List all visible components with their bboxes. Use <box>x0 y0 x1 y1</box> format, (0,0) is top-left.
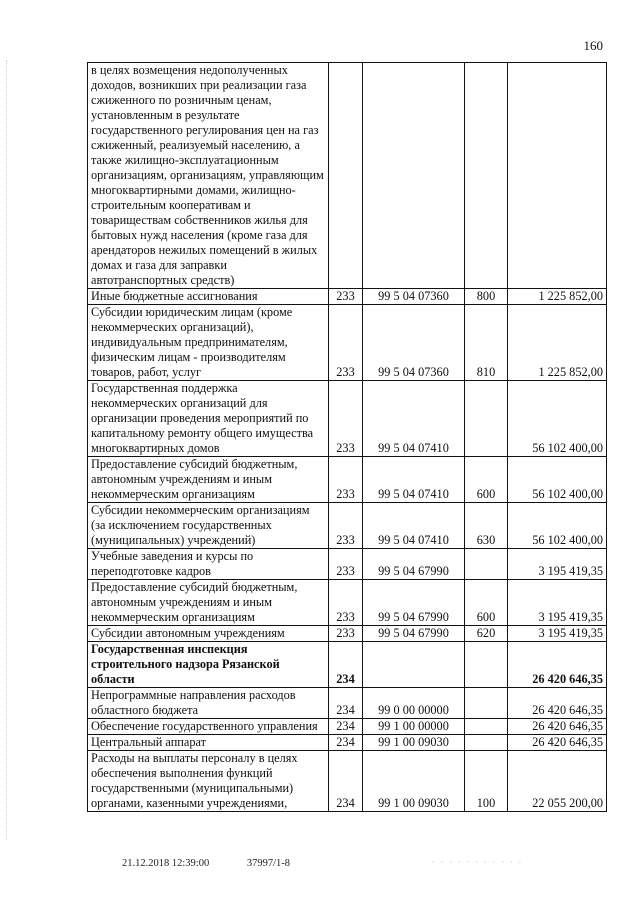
table-row <box>88 626 607 642</box>
row-csr-cell: 99 0 00 00000 <box>363 688 465 719</box>
row-vr-cell: 810 <box>465 305 508 381</box>
row-name-cell: Предоставление субсидий бюджетным, автономным учреждениям и иным некоммерческим организациям <box>88 457 329 503</box>
row-name-cell: Субсидии юридическим лицам (кроме некоммерческих организаций), индивидуальным предпринимателям, физическим лицам - производителям товаров, работ, услуг <box>88 305 329 381</box>
table-row <box>88 549 607 580</box>
row-sum-cell: 56 102 400,00 <box>508 457 607 503</box>
row-name-cell: Расходы на выплаты персоналу в целях обеспечения выполнения функций государственными (муниципальными) органами, казенными учреждениями, <box>88 751 329 812</box>
row-grbs-cell: 233 <box>329 580 363 626</box>
row-csr-cell: 99 1 00 09030 <box>363 751 465 812</box>
row-vr-cell <box>465 719 508 735</box>
table-row <box>88 580 607 626</box>
document-footer <box>122 858 290 869</box>
scan-margin-marks <box>6 60 9 840</box>
row-vr-cell <box>465 549 508 580</box>
table-row <box>88 289 607 305</box>
table-row <box>88 735 607 751</box>
table-row <box>88 688 607 719</box>
row-vr-cell <box>465 381 508 457</box>
row-vr-cell: 630 <box>465 503 508 549</box>
row-name-cell: Субсидии некоммерческим организациям (за исключением государственных (муниципальных) учреждений) <box>88 503 329 549</box>
row-grbs-cell: 233 <box>329 381 363 457</box>
row-csr-cell: 99 5 04 07410 <box>363 503 465 549</box>
row-vr-cell <box>465 63 508 289</box>
row-sum-cell: 1 225 852,00 <box>508 289 607 305</box>
row-grbs-cell: 233 <box>329 626 363 642</box>
row-name-cell: Государственная инспекция строительного надзора Рязанской области <box>88 642 329 688</box>
row-vr-cell: 600 <box>465 580 508 626</box>
row-csr-cell: 99 5 04 67990 <box>363 549 465 580</box>
budget-table <box>87 62 607 812</box>
row-grbs-cell: 233 <box>329 503 363 549</box>
budget-table-body <box>88 63 607 812</box>
row-vr-cell <box>465 688 508 719</box>
row-csr-cell: 99 5 04 07360 <box>363 289 465 305</box>
footer-document-id: 37997/1-8 <box>246 858 291 869</box>
row-name-cell: Иные бюджетные ассигнования <box>88 289 329 305</box>
row-name-cell: в целях возмещения недополученных доходов, возникших при реализации газа сжиженного по розничным ценам, установленным в результате государственного регулирования цен на газ сжиженный, реализуемый населению, а также жилищно-эксплуатационным организациям, организациям, управляющим многоквартирными домами, жилищно-строительным кооперативам и товариществам собственников жилья для бытовых нужд населения (кроме газа для арендаторов нежилых помещений в жилых домах и газа для заправки автотранспортных средств) <box>88 63 329 289</box>
row-name-cell: Учебные заведения и курсы по переподготовке кадров <box>88 549 329 580</box>
row-name-cell: Непрограммные направления расходов областного бюджета <box>88 688 329 719</box>
row-csr-cell: 99 1 00 00000 <box>363 719 465 735</box>
row-vr-cell: 600 <box>465 457 508 503</box>
row-grbs-cell: 233 <box>329 549 363 580</box>
row-name-cell: Предоставление субсидий бюджетным, автономным учреждениям и иным некоммерческим организациям <box>88 580 329 626</box>
row-vr-cell: 620 <box>465 626 508 642</box>
row-grbs-cell: 233 <box>329 289 363 305</box>
row-sum-cell: 22 055 200,00 <box>508 751 607 812</box>
row-grbs-cell: 234 <box>329 751 363 812</box>
table-row <box>88 751 607 812</box>
row-vr-cell: 100 <box>465 751 508 812</box>
row-vr-cell <box>465 735 508 751</box>
row-grbs-cell: 234 <box>329 719 363 735</box>
table-row <box>88 457 607 503</box>
row-name-cell: Государственная поддержка некоммерческих организаций для организации проведения мероприятий по капитальному ремонту общего имущества многоквартирных домов <box>88 381 329 457</box>
row-grbs-cell: 233 <box>329 457 363 503</box>
row-csr-cell: 99 5 04 07410 <box>363 457 465 503</box>
row-sum-cell: 3 195 419,35 <box>508 580 607 626</box>
row-sum-cell: 26 420 646,35 <box>508 642 607 688</box>
row-grbs-cell: 234 <box>329 642 363 688</box>
row-sum-cell <box>508 63 607 289</box>
row-csr-cell <box>363 63 465 289</box>
row-sum-cell: 26 420 646,35 <box>508 719 607 735</box>
row-csr-cell: 99 1 00 09030 <box>363 735 465 751</box>
row-csr-cell <box>363 642 465 688</box>
row-csr-cell: 99 5 04 07410 <box>363 381 465 457</box>
table-row <box>88 503 607 549</box>
row-grbs-cell <box>329 63 363 289</box>
row-sum-cell: 3 195 419,35 <box>508 549 607 580</box>
row-csr-cell: 99 5 04 67990 <box>363 626 465 642</box>
table-row <box>88 305 607 381</box>
table-row <box>88 719 607 735</box>
footer-datetime: 21.12.2018 12:39:00 <box>122 858 210 869</box>
row-name-cell: Субсидии автономным учреждениям <box>88 626 329 642</box>
scan-noise: · · · · · · · · · · · <box>432 858 524 867</box>
row-name-cell: Центральный аппарат <box>88 735 329 751</box>
table-row <box>88 381 607 457</box>
row-sum-cell: 26 420 646,35 <box>508 735 607 751</box>
row-csr-cell: 99 5 04 07360 <box>363 305 465 381</box>
row-sum-cell: 1 225 852,00 <box>508 305 607 381</box>
row-name-cell: Обеспечение государственного управления <box>88 719 329 735</box>
row-grbs-cell: 233 <box>329 305 363 381</box>
row-vr-cell: 800 <box>465 289 508 305</box>
row-vr-cell <box>465 642 508 688</box>
table-row <box>88 63 607 289</box>
page-number: 160 <box>583 38 603 53</box>
table-row <box>88 642 607 688</box>
row-sum-cell: 56 102 400,00 <box>508 503 607 549</box>
row-sum-cell: 3 195 419,35 <box>508 626 607 642</box>
row-grbs-cell: 234 <box>329 735 363 751</box>
row-sum-cell: 56 102 400,00 <box>508 381 607 457</box>
row-csr-cell: 99 5 04 67990 <box>363 580 465 626</box>
row-sum-cell: 26 420 646,35 <box>508 688 607 719</box>
row-grbs-cell: 234 <box>329 688 363 719</box>
